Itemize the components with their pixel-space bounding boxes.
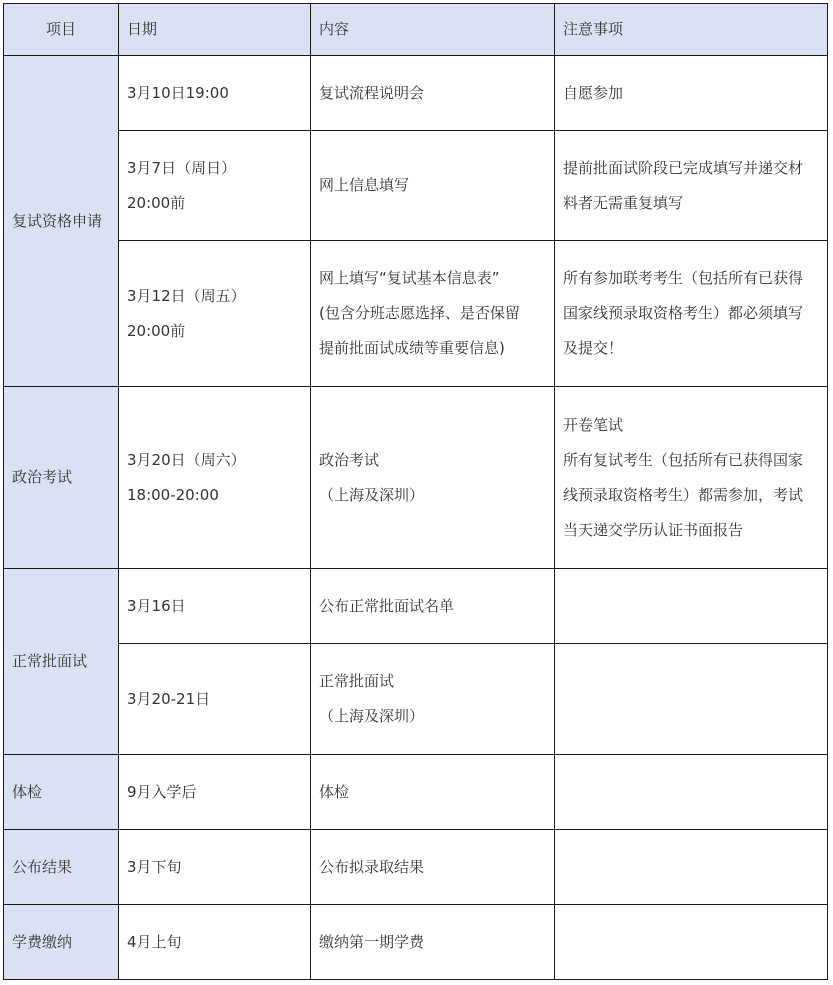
row-content-line: 体检: [319, 782, 350, 801]
row-content-line: 正常批面试: [319, 672, 395, 690]
row-notes-line: 料者无需重复填写: [563, 193, 684, 212]
row-notes: [555, 131, 828, 241]
row-date: [119, 644, 311, 755]
header-item: 项目: [4, 4, 119, 56]
row-notes-line: 线预录取资格考生）都需参加，考试: [563, 485, 804, 504]
row-notes-line: 当天递交学历认证书面报告: [563, 520, 744, 539]
row-content-line: 缴纳第一期学费: [319, 932, 425, 951]
row-content: [311, 644, 555, 755]
row-content-line: 网上填写“复试基本信息表”: [319, 269, 500, 287]
row-content: [311, 387, 555, 569]
row-notes-line: 自愿参加: [563, 83, 624, 102]
row-content: [311, 755, 555, 830]
schedule-table: [3, 3, 828, 980]
row-date-line: 3月10日19:00: [127, 83, 229, 102]
row-date-line: 3月20日（周六）: [127, 450, 246, 469]
table-row: [4, 56, 828, 131]
row-notes: [555, 241, 828, 387]
row-date-line: 20:00前: [127, 193, 186, 212]
row-content: [311, 830, 555, 905]
row-notes: [555, 905, 828, 980]
row-content-line: 公布拟录取结果: [319, 857, 425, 876]
row-notes-line: 开卷笔试: [563, 415, 624, 434]
header-notes: 注意事项: [555, 4, 828, 56]
row-date: [119, 755, 311, 830]
row-item-label: 学费缴纳: [4, 905, 119, 980]
table-row: [4, 131, 828, 241]
table-row: [4, 905, 828, 980]
row-content: [311, 131, 555, 241]
row-content: [311, 241, 555, 387]
row-content-line: 提前批面试成绩等重要信息): [319, 339, 505, 357]
row-date-line: 3月下旬: [127, 857, 182, 876]
row-notes-line: 所有参加联考考生（包括所有已获得: [563, 269, 804, 287]
row-notes: [555, 830, 828, 905]
row-item-label: 正常批面试: [4, 569, 119, 755]
row-item-label: 政治考试: [4, 387, 119, 569]
table-row: [4, 755, 828, 830]
row-notes: [555, 387, 828, 569]
row-date: [119, 387, 311, 569]
row-date-line: 4月上旬: [127, 932, 182, 951]
row-content-line: （上海及深圳）: [319, 707, 425, 725]
row-content-line: 政治考试: [319, 450, 380, 469]
row-notes-line: 国家线预录取资格考生）都必须填写: [563, 304, 804, 322]
row-date-line: 3月7日（周日）: [127, 158, 237, 177]
row-content-line: （上海及深圳）: [319, 485, 425, 504]
table-header-row: [4, 4, 828, 56]
row-date-line: 3月12日（周五）: [127, 286, 246, 305]
row-content-line: (包含分班志愿选择、是否保留: [319, 304, 520, 322]
row-date: [119, 905, 311, 980]
row-date-line: 20:00前: [127, 321, 186, 340]
row-date-line: 9月入学后: [127, 782, 197, 801]
row-date: [119, 241, 311, 387]
row-notes: [555, 644, 828, 755]
row-content: [311, 905, 555, 980]
row-content: [311, 56, 555, 131]
row-content: [311, 569, 555, 644]
row-item-label: 复试资格申请: [4, 56, 119, 387]
table-row: [4, 830, 828, 905]
row-notes: [555, 569, 828, 644]
row-date: [119, 56, 311, 131]
row-item-label: 公布结果: [4, 830, 119, 905]
row-notes-line: 所有复试考生（包括所有已获得国家: [563, 450, 804, 469]
row-date-line: 3月16日: [127, 596, 186, 615]
row-date: [119, 569, 311, 644]
header-date: 日期: [119, 4, 311, 56]
row-item-label: 体检: [4, 755, 119, 830]
row-content-line: 公布正常批面试名单: [319, 596, 455, 615]
row-date-line: 18:00-20:00: [127, 485, 219, 504]
row-notes: [555, 56, 828, 131]
row-notes: [555, 755, 828, 830]
row-date-line: 3月20-21日: [127, 689, 211, 708]
row-content-line: 复试流程说明会: [319, 83, 425, 102]
row-date: [119, 131, 311, 241]
table-row: [4, 387, 828, 569]
row-notes-line: 提前批面试阶段已完成填写并递交材: [563, 158, 804, 177]
row-notes-line: 及提交！: [563, 339, 624, 357]
row-date: [119, 830, 311, 905]
table-body: [4, 56, 828, 980]
row-content-line: 网上信息填写: [319, 176, 410, 194]
header-content: 内容: [311, 4, 555, 56]
table-row: [4, 644, 828, 755]
table-row: [4, 569, 828, 644]
table-row: [4, 241, 828, 387]
